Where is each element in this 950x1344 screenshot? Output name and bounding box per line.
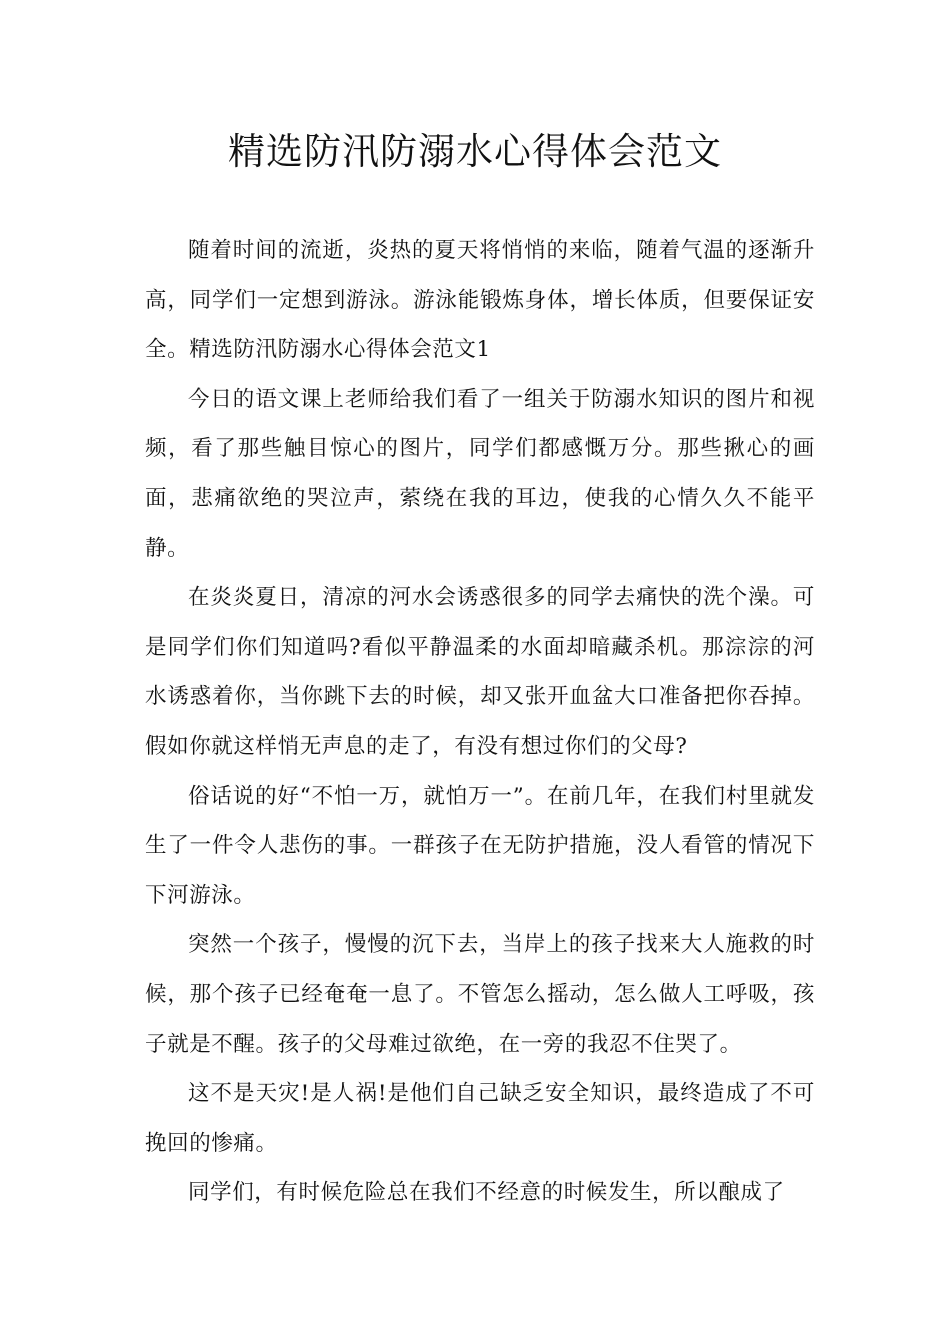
document-body bbox=[145, 226, 815, 1218]
paragraph: 在炎炎夏日，清凉的河水会诱惑很多的同学去痛快的洗个澡。可是同学们你们知道吗?看似平静温柔的水面却暗藏杀机。那淙淙的河水诱惑着你，当你跳下去的时候，却又张开血盆大口准备把你吞掉。假如你就这样悄无声息的走了，有没有想过你们的父母? bbox=[145, 585, 815, 759]
paragraph: 这不是天灾!是人祸!是他们自己缺乏安全知识，最终造成了不可挽回的惨痛。 bbox=[145, 1081, 815, 1156]
paragraph: 同学们，有时候危险总在我们不经意的时候发生，所以酿成了 bbox=[188, 1180, 785, 1206]
paragraph: 突然一个孩子，慢慢的沉下去，当岸上的孩子找来大人施救的时候，那个孩子已经奄奄一息了。不管怎么摇动，怎么做人工呼吸，孩子就是不醒。孩子的父母难过欲绝，在一旁的我忍不住哭了。 bbox=[145, 932, 815, 1057]
paragraph: 随着时间的流逝，炎热的夏天将悄悄的来临，随着气温的逐渐升高，同学们一定想到游泳。游泳能锻炼身体，增长体质，但要保证安全。精选防汛防溺水心得体会范文1 bbox=[145, 238, 815, 363]
document-title: 精选防汛防溺水心得体会范文 bbox=[228, 130, 722, 173]
paragraph: 今日的语文课上老师给我们看了一组关于防溺水知识的图片和视频，看了那些触目惊心的图片，同学们都感慨万分。那些揪心的画面，悲痛欲绝的哭泣声，萦绕在我的耳边，使我的心情久久不能平静。 bbox=[145, 386, 815, 561]
paragraph: 俗话说的好“不怕一万，就怕万一”。在前几年，在我们村里就发生了一件令人悲伤的事。一群孩子在无防护措施，没人看管的情况下下河游泳。 bbox=[145, 783, 815, 908]
